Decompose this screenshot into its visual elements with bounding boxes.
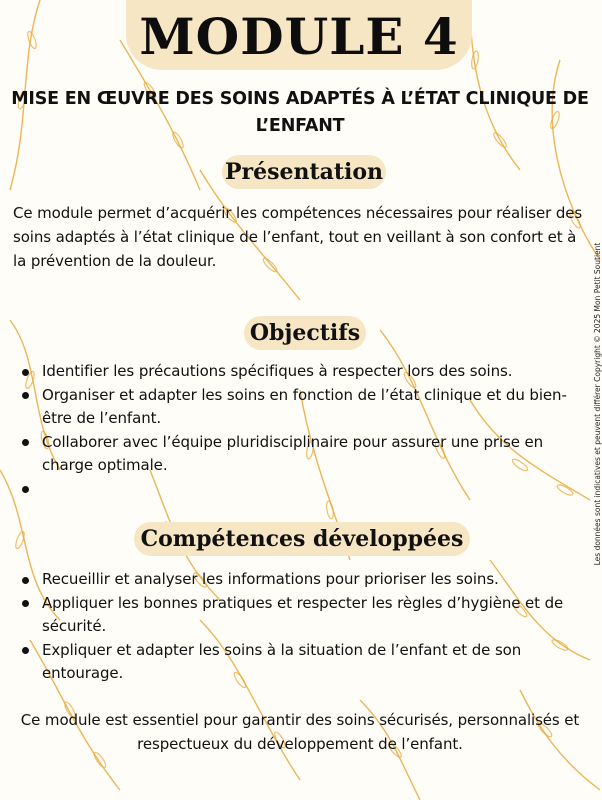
list-item: Collaborer avec l’équipe pluridisciplinaire pour assurer une prise en charge optimale. [20, 431, 585, 478]
list-item: Expliquer et adapter les soins à la situation de l’enfant et de son entourage. [20, 639, 600, 686]
closing-statement: Ce module est essentiel pour garantir des soins sécurisés, personnalisés et respectueux du développement de l’enfant. [20, 711, 580, 753]
list-item: Appliquer les bonnes pratiques et respecter les règles d’hygiène et de sécurité. [20, 592, 600, 639]
copyright-notice: Les données sont indicatives et peuvent différer Copyright © 2025 Mon Petit Soutient [593, 242, 602, 566]
presentation-heading: Présentation [224, 159, 384, 185]
list-item: Organiser et adapter les soins en fonction de l’état clinique et du bien-être de l’enfant. [20, 384, 585, 431]
presentation-text: Ce module permet d’acquérir les compétences nécessaires pour réaliser des soins adaptés à l’état clinique de l’enfant, tout en veillant à son confort et à la prévention de la douleur. [13, 204, 583, 270]
competences-heading-pill [134, 522, 470, 556]
module-title-banner [126, 0, 472, 70]
module-subtitle: MISE EN ŒUVRE DES SOINS ADAPTÉS À L’ÉTAT CLINIQUE DE L’ENFANT [11, 89, 589, 136]
objectifs-list [20, 360, 585, 501]
module-title: MODULE 4 [139, 6, 459, 66]
list-item: Identifier les précautions spécifiques à respecter lors des soins. [20, 360, 585, 384]
list-item: Recueillir et analyser les informations pour prioriser les soins. [20, 568, 600, 592]
presentation-heading-pill [222, 155, 386, 189]
objectifs-heading: Objectifs [249, 320, 361, 346]
competences-heading: Compétences développées [140, 526, 464, 552]
competences-list [20, 568, 600, 686]
list-item [20, 478, 585, 502]
objectifs-heading-pill [244, 316, 366, 350]
